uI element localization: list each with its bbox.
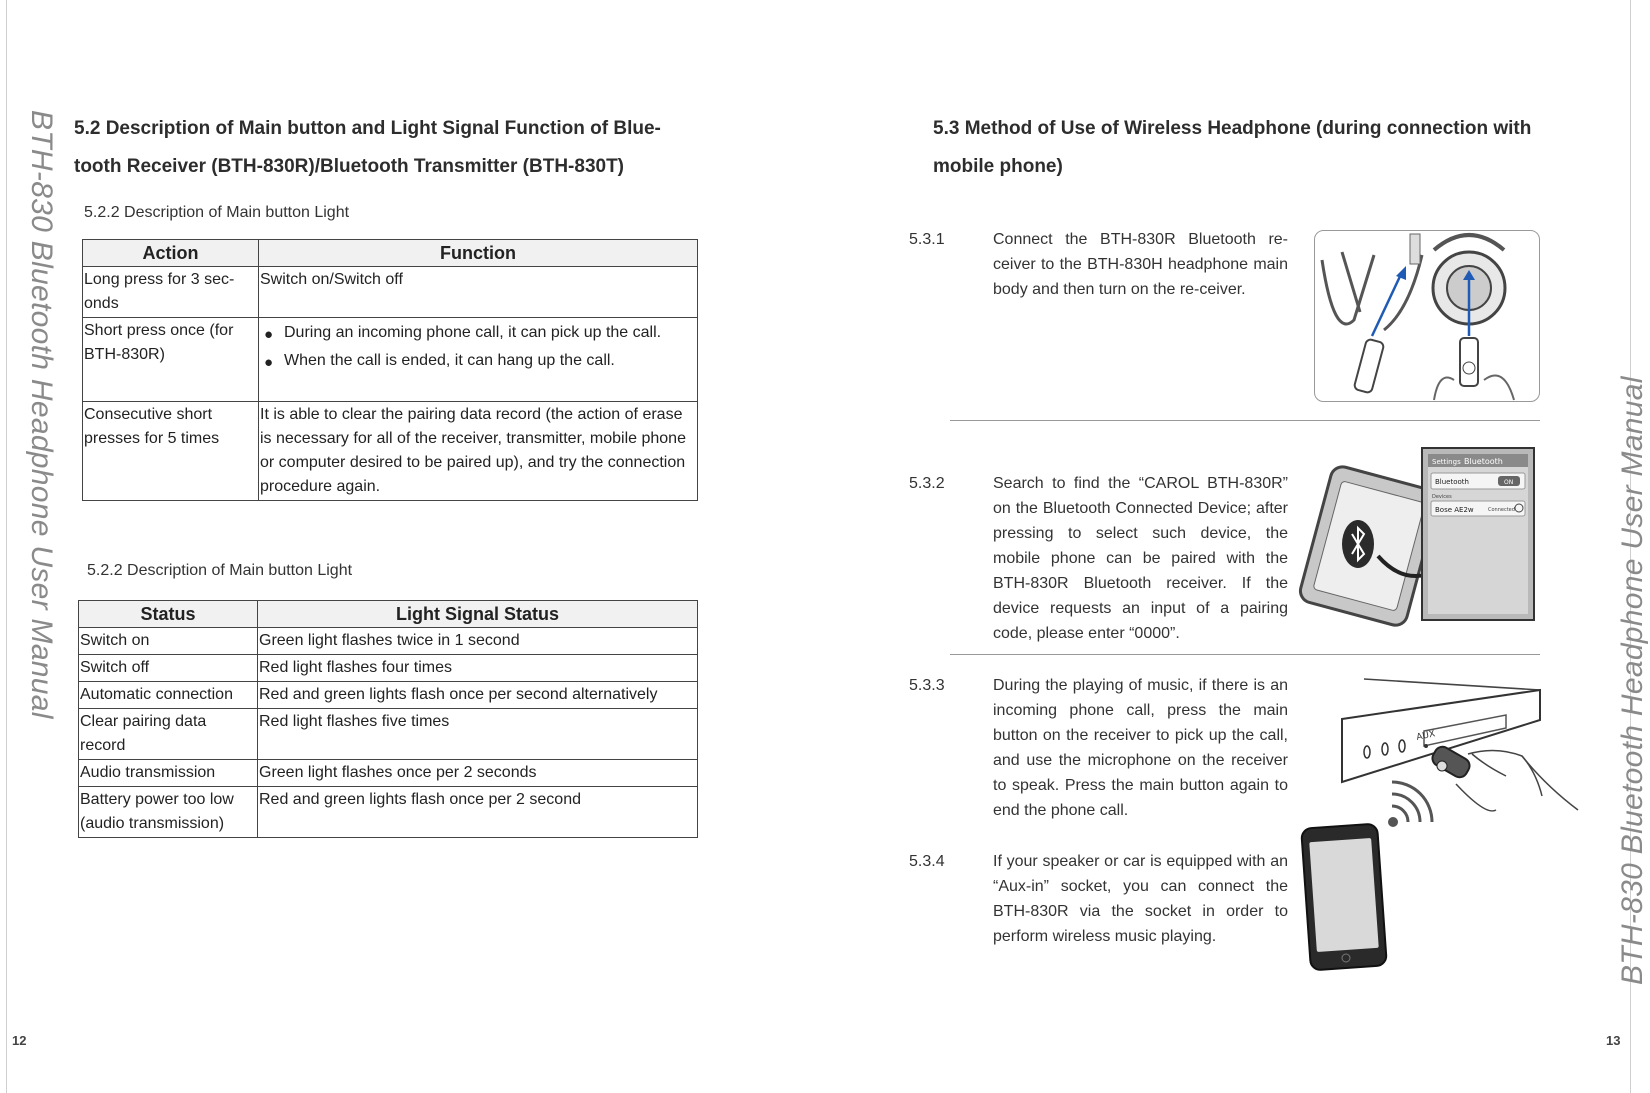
main-button-table (82, 239, 698, 501)
heading-line: 5.3 Method of Use of Wireless Headphone (during connection with (933, 118, 1532, 139)
table-cell: Green light flashes once per 2 seconds (258, 760, 698, 787)
divider (950, 420, 1540, 421)
step-5-3-2 (909, 471, 1288, 646)
step-number: 5.3.3 (909, 677, 945, 694)
wireless-signal-icon (1388, 817, 1398, 827)
table-row (79, 682, 698, 709)
table-cell: Audio transmission (79, 760, 258, 787)
page-number-left: 12 (12, 1033, 27, 1048)
bullet-item: ● When the call is ended, it can hang up the call. (260, 347, 696, 375)
table-cell: Clear pairing data record (79, 709, 258, 760)
bluetooth-pairing-figure (1308, 446, 1538, 626)
table-cell: Switch off (79, 655, 258, 682)
step-5-3-1 (909, 227, 1288, 302)
table1-caption: 5.2.2 Description of Main button Light (84, 204, 350, 221)
light-signal-table (78, 600, 698, 838)
phone-ui-toggle: ON (1504, 479, 1514, 486)
table-row (83, 402, 698, 501)
table-row (79, 709, 698, 760)
step-number: 5.3.2 (909, 475, 945, 492)
table-row (79, 760, 698, 787)
step-text: During the playing of music, if there is an incoming phone call, press the main button on the receiver to pick up the call, and use the microphone on the receiver to speak. Press the main button again to end the phone call. (993, 677, 1288, 819)
table-cell: Green light flashes twice in 1 second (258, 628, 698, 655)
table-cell: Consecutive short presses for 5 times (83, 402, 259, 501)
bullet-item: ● During an incoming phone call, it can pick up the call. (260, 319, 696, 347)
step-text: If your speaker or car is equipped with an “Aux-in” socket, you can connect the BTH-830R via the socket in order to perform wireless music playing. (993, 853, 1288, 945)
table-cell: Red light flashes five times (258, 709, 698, 760)
table-row (79, 787, 698, 838)
section-heading-5-3 (933, 110, 1563, 186)
phone-ui-device-status: Connected (1488, 507, 1515, 513)
aux-speaker-figure (1296, 676, 1578, 972)
step-5-3-4 (909, 849, 1288, 949)
side-title-right: BTH-830 Bluetooth Headphone User Manual (1616, 376, 1649, 985)
table-header: Light Signal Status (258, 601, 698, 628)
table-cell: Automatic connection (79, 682, 258, 709)
section-heading-5-2 (74, 110, 698, 186)
table2-caption: 5.2.2 Description of Main button Light (87, 562, 353, 579)
table-header: Action (83, 240, 259, 267)
heading-line: 5.2 Description of Main button and Light Signal Function of Blue- (74, 118, 661, 139)
step-text: Connect the BTH-830R Bluetooth re-ceiver to the BTH-830H headphone main body and then turn on the re-ceiver. (993, 231, 1288, 298)
table-row (83, 318, 698, 402)
table-cell: Switch on (79, 628, 258, 655)
table-cell: Long press for 3 sec-onds (83, 267, 259, 318)
table-cell: Red light flashes four times (258, 655, 698, 682)
table-cell: It is able to clear the pairing data record (the action of erase is necessary for all of the receiver, transmitter, mobile phone or computer desired to be paired up), and try the connection procedure again. (259, 402, 698, 501)
bullet-list (260, 319, 696, 375)
table-cell: Red and green lights flash once per 2 second (258, 787, 698, 838)
table-cell: Battery power too low (audio transmission) (79, 787, 258, 838)
step-number: 5.3.1 (909, 231, 945, 248)
table-row (79, 628, 698, 655)
table-row (83, 267, 698, 318)
phone-ui-bluetooth-row: Bluetooth (1435, 478, 1469, 486)
phone-ui-title: Bluetooth (1464, 457, 1503, 466)
side-title-left: BTH-830 Bluetooth Headphone User Manual (25, 110, 58, 719)
table-row (79, 655, 698, 682)
table-cell: Switch on/Switch off (259, 267, 698, 318)
table-cell (259, 318, 698, 402)
table-header: Status (79, 601, 258, 628)
page-number-right: 13 (1606, 1033, 1621, 1048)
heading-line: tooth Receiver (BTH-830R)/Bluetooth Transmitter (BTH-830T) (74, 156, 625, 177)
phone-ui-device-name: Bose AE2w (1435, 506, 1474, 514)
page-edge-left (6, 0, 7, 1093)
headphone-receiver-figure (1314, 230, 1540, 402)
step-text: Search to find the “CAROL BTH-830R” on the Bluetooth Connected Device; after pressing to select such device, the mobile phone can be paired with the BTH-830R Bluetooth receiver. If the device requests an input of a pairing code, please enter “0000”. (993, 475, 1288, 642)
phone-ui-settings: Settings (1432, 458, 1461, 466)
step-5-3-3 (909, 673, 1288, 823)
table-header: Function (259, 240, 698, 267)
divider (950, 654, 1540, 655)
table-cell: Red and green lights flash once per second alternatively (258, 682, 698, 709)
step-number: 5.3.4 (909, 853, 945, 870)
phone-ui-devices: Devices (1432, 494, 1452, 500)
table-cell: Short press once (for BTH-830R) (83, 318, 259, 402)
aux-label: AUX (1415, 729, 1437, 743)
heading-line: mobile phone) (933, 156, 1063, 177)
